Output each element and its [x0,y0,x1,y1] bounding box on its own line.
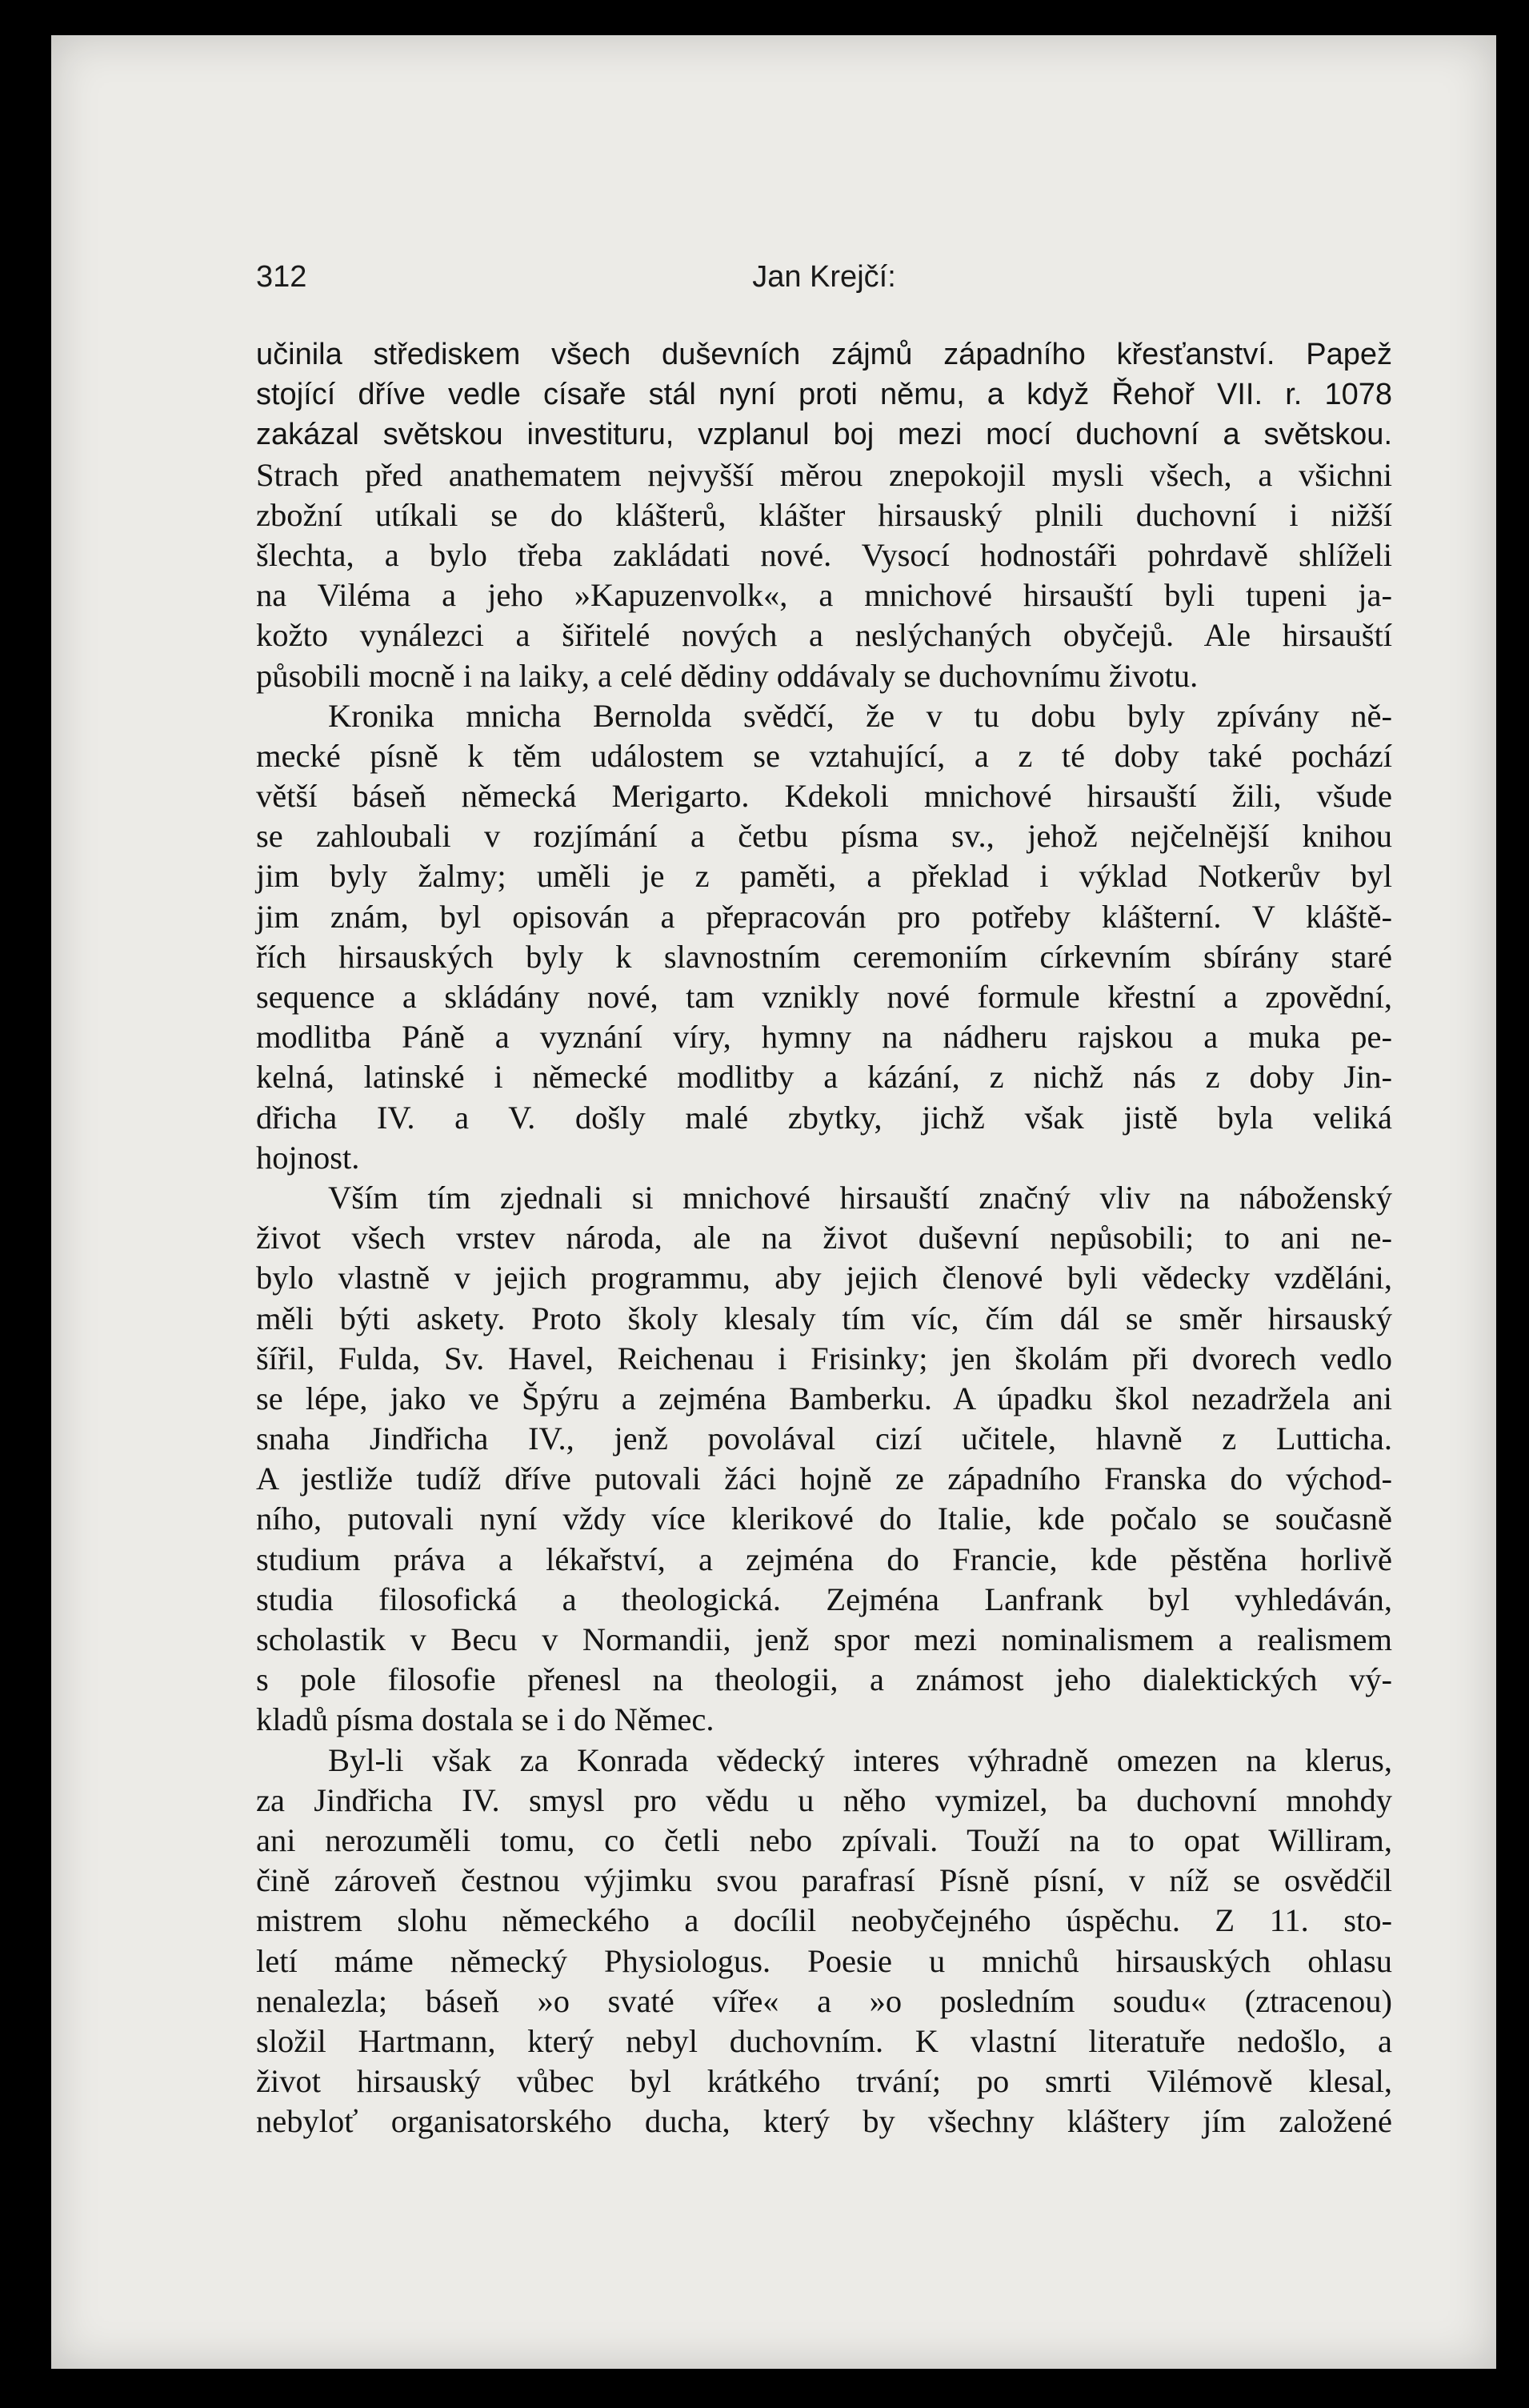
text-line: hojnost. [256,1139,360,1176]
running-head: Jan Krejčí: [752,260,896,294]
text-line: za Jindřicha IV. smysl pro vědu u něho vymizel, ba duchovní mnohdy [256,1781,1392,1818]
text-line: Strach před anathematem nejvyšší měrou znepokojil mysli všech, a všichni [256,456,1392,493]
text-line: mecké písně k těm událostem se vztahující, a z té doby také pochází [256,737,1392,774]
text-line: učinila střediskem všech duševních zájmů západního křesťanství. Papež [256,338,1392,371]
text-line: složil Hartmann, který nebyl duchovním. K vlastní literatuře nedošlo, a [256,2022,1392,2059]
text-line: modlitba Páně a vyznání víry, hymny na nádheru rajskou a muka pe- [256,1019,1392,1056]
text-line: ního, putovali nyní vždy více klerikové do Italie, kde počalo se současně [256,1500,1392,1537]
text-line: nenalezla; báseň »o svaté víře« a »o posledním soudu« (ztracenou) [256,1982,1392,2019]
text-line: šířil, Fulda, Sv. Havel, Reichenau i Frisinky; jen školám při dvorech vedlo [256,1340,1392,1376]
text-line: působili mocně i na laiky, a celé dědiny oddávaly se duchovnímu životu. [256,657,1199,694]
text-line: šlechta, a bylo třeba zakládati nové. Vysocí hodnostáři pohrdavě shlíželi [256,536,1392,573]
text-line: scholastik v Becu v Normandii, jenž spor mezi nominalismem a realismem [256,1621,1392,1657]
text-line: jim znám, byl opisován a přepracován pro potřeby klášterní. V kláště- [256,898,1392,935]
text-line: se zahloubali v rozjímání a četbu písma sv., jehož nejčelnější knihou [256,818,1392,855]
text-line: Byl-li však za Konrada vědecký interes výhradně omezen na klerus, [328,1741,1392,1778]
text-line: snaha Jindřicha IV., jenž povolával cizí učitele, hlavně z Lutticha. [256,1420,1392,1457]
text-line: řích hirsauských byly k slavnostním ceremoniím církevním sbírány staré [256,938,1392,975]
text-line: nebyloť organisatorského ducha, který by všechny kláštery jím založené [256,2103,1392,2140]
body-text [256,335,1392,2142]
text-line: stojící dříve vedle císaře stál nyní proti němu, a když Řehoř VII. r. 1078 [256,378,1392,412]
page-header [256,260,1392,308]
text-line: studium práva a lékařství, a zejména do Francie, kde pěstěna horlivě [256,1541,1392,1577]
text-line: bylo vlastně v jejich programmu, aby jejich členové byli vědecky vzděláni, [256,1260,1392,1296]
text-line: mistrem slohu německého a docílil neobyčejného úspěchu. Z 11. sto- [256,1902,1392,1939]
text-line: Kronika mnicha Bernolda svědčí, že v tu dobu byly zpívány ně- [328,697,1392,734]
text-line: kožto vynálezci a šiřitelé nových a neslýchaných obyčejů. Ale hirsauští [256,617,1392,654]
text-line: život hirsauský vůbec byl krátkého trvání; po smrti Vilémově klesal, [256,2063,1392,2100]
text-line: čině zároveň čestnou výjimku svou parafrasí Písně písní, v níž se osvědčil [256,1862,1392,1899]
text-line: Vším tím zjednali si mnichové hirsauští značný vliv na náboženský [328,1179,1392,1216]
text-line: jim byly žalmy; uměli je z paměti, a překlad i výklad Notkerův byl [256,858,1392,895]
text-line: letí máme německý Physiologus. Poesie u mnichů hirsauských ohlasu [256,1942,1392,1979]
text-line: A jestliže tudíž dříve putovali žáci hojně ze západního Franska do východ- [256,1460,1392,1497]
text-line: život všech vrstev národa, ale na život duševní nepůsobili; to ani ne- [256,1220,1392,1256]
text-line: zakázal světskou investituru, vzplanul boj mezi mocí duchovní a světskou. [256,418,1392,452]
text-line: s pole filosofie přenesl na theologii, a známost jeho dialektických vý- [256,1661,1392,1698]
page-number: 312 [256,260,307,294]
text-line: měli býti askety. Proto školy klesaly tím víc, čím dál se směr hirsauský [256,1300,1392,1336]
text-line: sequence a skládány nové, tam vznikly nové formule křestní a zpovědní, [256,979,1392,1015]
text-line: kelná, latinské i německé modlitby a kázání, z nichž nás z doby Jin- [256,1059,1392,1096]
text-line: se lépe, jako ve Špýru a zejména Bamberku. A úpadku škol nezadržela ani [256,1380,1392,1416]
text-line: studia filosofická a theologická. Zejména Lanfrank byl vyhledáván, [256,1581,1392,1617]
text-line: ani nerozuměli tomu, co četli nebo zpívali. Touží na to opat Williram, [256,1821,1392,1858]
text-line: na Viléma a jeho »Kapuzenvolk«, a mnichové hirsauští byli tupeni ja- [256,577,1392,614]
text-line: větší báseň německá Merigarto. Kdekoli mnichové hirsauští žili, všude [256,778,1392,815]
text-line: zbožní utíkali se do klášterů, klášter hirsauský plnili duchovní i nižší [256,496,1392,533]
text-line: dřicha IV. a V. došly malé zbytky, jichž však jistě byla veliká [256,1099,1392,1136]
text-line: kladů písma dostala se i do Němec. [256,1701,714,1738]
